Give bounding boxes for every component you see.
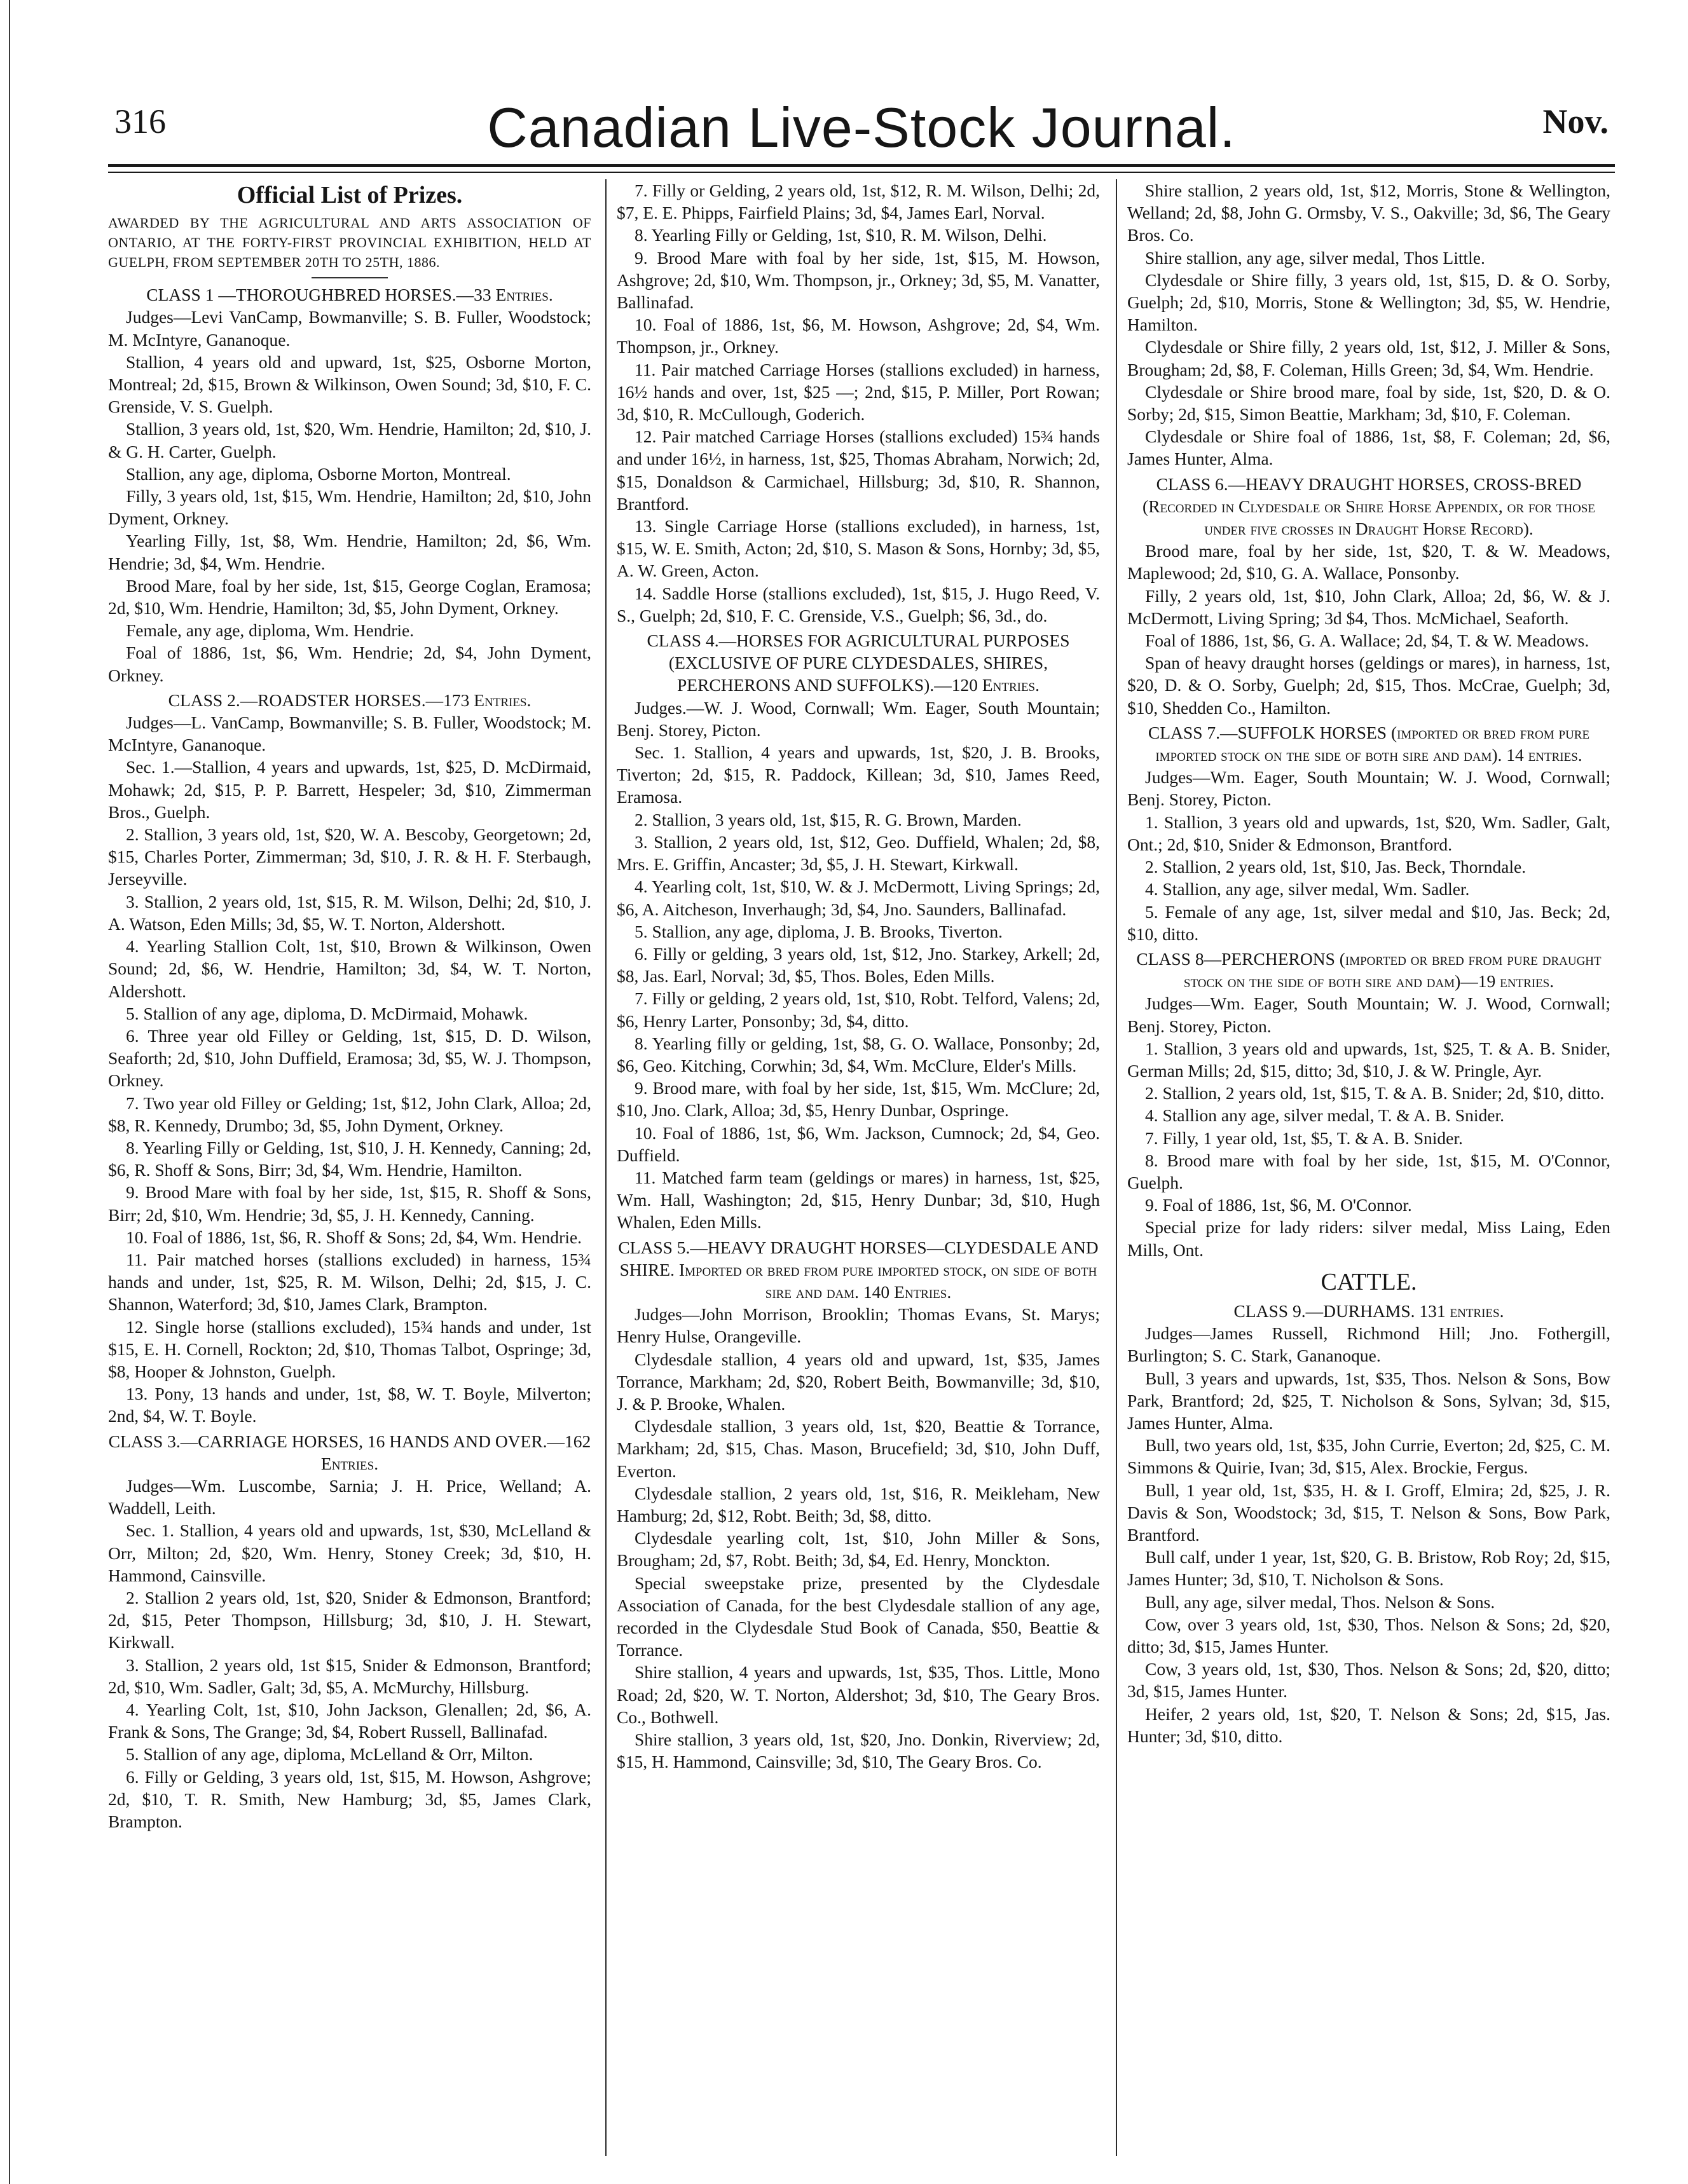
page-header [108, 95, 1615, 165]
section-heading: CATTLE. [1321, 1268, 1417, 1295]
column-divider [1116, 179, 1117, 2156]
prize-entry: Brood Mare, foal by her side, 1st, $15, George Coglan, Eramosa; 2d, $10, Wm. Hendrie, Hamilton; 3d, $5, John Dyment, Orkney. [108, 575, 591, 618]
prize-entry: Sec. 1.—Stallion, 4 years and upwards, 1st, $25, D. McDirmaid, Mohawk; 2d, $15, P. P. Barrett, Hespeler; 3d, $10, Zimmerman Bros., Guelph. [108, 757, 591, 822]
prize-entry: Judges—Wm. Luscombe, Sarnia; J. H. Price, Welland; A. Waddell, Leith. [108, 1475, 591, 1519]
prize-entry: Judges—Wm. Eager, South Mountain; W. J. Wood, Cornwall; Benj. Storey, Picton. [1127, 993, 1610, 1036]
prize-entry: Judges—Wm. Eager, South Mountain; W. J. Wood, Cornwall; Benj. Storey, Picton. [1127, 767, 1610, 810]
column-2-body [617, 179, 1100, 1773]
prize-entry: Clydesdale stallion, 2 years old, 1st, $16, R. Meikleham, New Hamburg; 2d, $12, Robt. Beith; 3d, $8, ditto. [617, 1483, 1100, 1525]
prize-entry: Judges—Levi VanCamp, Bowmanville; S. B. Fuller, Woodstock; M. McIntyre, Gananoque. [108, 307, 591, 350]
prize-entry: 2. Stallion, 2 years old, 1st, $15, T. & A. B. Snider; 2d, $10, ditto. [1145, 1083, 1605, 1103]
prize-entry: 4. Stallion any age, silver medal, T. & A. B. Snider. [1145, 1105, 1504, 1126]
prize-entry: 9. Brood Mare with foal by her side, 1st, $15, M. Howson, Ashgrove; 2d, $10, Wm. Thompson, jr., Orkney; 3d, $5, M. Vanatter, Ballinafad. [617, 247, 1100, 313]
journal-title: Canadian Live-Stock Journal. [487, 96, 1236, 159]
prize-entry: Bull, two years old, 1st, $35, John Currie, Everton; 2d, $25, C. M. Simmons & Quirie, Ivan; 3d, $15, Alex. Brockie, Fergus. [1127, 1435, 1610, 1478]
prize-entry: 5. Stallion of any age, diploma, D. McDirmaid, Mohawk. [126, 1003, 528, 1023]
prize-entry: 6. Filly or gelding, 3 years old, 1st, $12, Jno. Starkey, Arkell; 2d, $8, Jas. Earl, Norval; 3d, $5, Thos. Boles, Eden Mills. [617, 943, 1100, 986]
column-3-body [1127, 179, 1610, 1747]
prize-entry: Clydesdale yearling colt, 1st, $10, John Miller & Sons, Brougham; 2d, $7, Robt. Beith; 3d, $4, Ed. Henry, Monckton. [617, 1528, 1100, 1571]
prize-entry: Clydesdale stallion, 4 years old and upward, 1st, $35, James Torrance, Markham; 2d, $20, Robert Beith, Bowmanville; 3d, $10, J. & P. Brooke, Whalen. [617, 1349, 1100, 1414]
prize-entry: Female, any age, diploma, Wm. Hendrie. [126, 620, 415, 641]
prize-entry: Judges—James Russell, Richmond Hill; Jno. Fothergill, Burlington; S. C. Stark, Gananoque. [1127, 1323, 1610, 1366]
class-heading: CLASS 2.—ROADSTER HORSES.—173 Entries. [168, 690, 532, 710]
prize-entry: 4. Yearling Colt, 1st, $10, John Jackson, Glenallen; 2d, $6, A. Frank & Sons, The Grange; 3d, $4, Robert Russell, Ballinafad. [108, 1700, 591, 1742]
class-heading: CLASS 7.—SUFFOLK HORSES (imported or bred from pure imported stock on the side of both sire and dam). 14 entries. [1148, 722, 1590, 765]
class-heading: CLASS 3.—CARRIAGE HORSES, 16 HANDS AND OVER.—162 Entries. [108, 1431, 591, 1473]
prize-entry: 7. Filly, 1 year old, 1st, $5, T. & A. B. Snider. [1145, 1128, 1463, 1148]
prize-entry: Clydesdale or Shire filly, 3 years old, 1st, $15, D. & O. Sorby, Guelph; 2d, $10, Morris, Stone & Wellington; 3d, $5, W. Hendrie, Hamilton. [1127, 270, 1610, 335]
prize-entry: 3. Stallion, 2 years old, 1st, $12, Geo. Duffield, Whalen; 2d, $8, Mrs. E. Griffin, Ancaster; 3d, $5, J. H. Stewart, Kirkwall. [617, 831, 1100, 875]
class-heading: CLASS 8—PERCHERONS (imported or bred from pure draught stock on the side of both sire and dam)—19 entries. [1136, 948, 1602, 992]
class-heading: CLASS 9.—DURHAMS. 131 entries. [1233, 1300, 1504, 1321]
prize-entry: 11. Matched farm team (geldings or mares) in harness, 1st, $25, Wm. Hall, Washington; 2d, $15, Henry Dunbar; 3d, $10, Hugh Whalen, Eden Mills. [617, 1167, 1100, 1232]
prize-entry: Foal of 1886, 1st, $6, G. A. Wallace; 2d, $4, T. & W. Meadows. [1145, 631, 1589, 651]
prize-entry: Clydesdale stallion, 3 years old, 1st, $20, Beattie & Torrance, Markham; 2d, $15, Chas. Mason, Brucefield; 3d, $10, John Duff, Everton. [617, 1416, 1100, 1481]
column-1 [108, 179, 591, 2162]
prize-entry: 13. Single Carriage Horse (stallions excluded), in harness, 1st, $15, W. E. Smith, Acton; 2d, $10, S. Mason & Sons, Hornby; 3d, $5, A. W. Green, Acton. [617, 516, 1100, 581]
column-divider [605, 179, 607, 2156]
prize-entry: Brood mare, foal by her side, 1st, $20, T. & W. Meadows, Maplewood; 2d, $10, G. A. Wallace, Ponsonby. [1127, 541, 1610, 584]
intro-rule [312, 277, 388, 278]
prize-entry: Span of heavy draught horses (geldings or mares), in harness, 1st, $20, D. & O. Sorby, Guelph; 2d, $15, Thos. McCrae, Guelph; 3d, $10, Shedden Co., Hamilton. [1127, 653, 1610, 718]
prize-entry: Stallion, 3 years old, 1st, $20, Wm. Hendrie, Hamilton; 2d, $10, J. & G. H. Carter, Guelph. [108, 419, 591, 461]
journal-page [108, 95, 1615, 1832]
prize-entry: 8. Yearling Filly or Gelding, 1st, $10, J. H. Kennedy, Canning; 2d, $6, R. Shoff & Sons, Birr; 3d, $4, Wm. Hendrie, Hamilton. [108, 1137, 591, 1180]
prize-entry: 6. Three year old Filley or Gelding, 1st, $15, D. D. Wilson, Seaforth; 2d, $10, John Duffield, Eramosa; 3d, $5, W. J. Thompson, Orkney. [108, 1025, 591, 1091]
class-heading: CLASS 5.—HEAVY DRAUGHT HORSES—CLYDESDALE AND SHIRE. Imported or bred from pure imported stock, on side of both sire and dam. 140 Entries. [618, 1237, 1099, 1302]
prize-entry: Bull, any age, silver medal, Thos. Nelson & Sons. [1145, 1592, 1495, 1612]
prize-entry: Sec. 1. Stallion, 4 years old and upwards, 1st, $30, McLelland & Orr, Milton; 2d, $20, Wm. Henry, Stoney Creek; 3d, $10, H. Hammond, Cainsville. [108, 1520, 591, 1585]
prize-entry: 9. Brood Mare with foal by her side, 1st, $15, R. Shoff & Sons, Birr; 2d, $10, Wm. Hendrie; 3d, $5, J. H. Kennedy, Canning. [108, 1182, 591, 1225]
prize-entry: 10. Foal of 1886, 1st, $6, R. Shoff & Sons; 2d, $4, Wm. Hendrie. [126, 1227, 582, 1247]
prize-entry: 3. Stallion, 2 years old, 1st, $15, R. M. Wilson, Delhi; 2d, $10, J. A. Watson, Eden Mills; 3d, $5, W. T. Norton, Aldershott. [108, 891, 591, 934]
prize-entry: Cow, 3 years old, 1st, $30, Thos. Nelson & Sons; 2d, $20, ditto; 3d, $15, James Hunter. [1127, 1659, 1610, 1702]
column-1-body [108, 283, 591, 1833]
prize-entry: Special sweepstake prize, presented by the Clydesdale Association of Canada, for the best Clydesdale stallion of any age, recorded in the Clydesdale Stud Book of Canada, $50, Beattie & Torrance. [617, 1573, 1100, 1660]
prize-entry: 10. Foal of 1886, 1st, $6, M. Howson, Ashgrove; 2d, $4, Wm. Thompson, jr., Orkney. [617, 315, 1100, 357]
prize-entry: Sec. 1. Stallion, 4 years and upwards, 1st, $20, J. B. Brooks, Tiverton; 2d, $15, R. Paddock, Killean; 3d, $10, James Reed, Eramosa. [617, 742, 1100, 807]
prize-entry: Special prize for lady riders: silver medal, Miss Laing, Eden Mills, Ont. [1127, 1217, 1610, 1260]
column-2 [617, 179, 1100, 2162]
prize-entry: Shire stallion, 3 years old, 1st, $20, Jno. Donkin, Riverview; 2d, $15, H. Hammond, Cainsville; 3d, $10, The Geary Bros. Co. [617, 1730, 1100, 1772]
class-heading: CLASS 1 —THOROUGHBRED HORSES.—33 Entries. [146, 285, 553, 305]
prize-entry: 8. Yearling Filly or Gelding, 1st, $10, R. M. Wilson, Delhi. [635, 225, 1047, 245]
prize-entry: Clydesdale or Shire brood mare, foal by side, 1st, $20, D. & O. Sorby; 2d, $15, Simon Beattie, Markham; 3d, $10, F. Coleman. [1127, 381, 1610, 425]
prize-entry: 8. Brood mare with foal by her side, 1st, $15, M. O'Connor, Guelph. [1127, 1150, 1610, 1192]
issue-month: Nov. [1542, 102, 1609, 140]
prize-entry: 13. Pony, 13 hands and under, 1st, $8, W. T. Boyle, Milverton; 2nd, $4, W. T. Boyle. [108, 1384, 591, 1426]
page-edge-rule [9, 0, 10, 2184]
prize-entry: Cow, over 3 years old, 1st, $30, Thos. Nelson & Sons; 2d, $20, ditto; 3d, $15, James Hunter. [1127, 1614, 1610, 1656]
prize-entry: 12. Single horse (stallions excluded), 15¾ hands and under, 1st $15, E. H. Cornell, Rockton; 2d, $10, Thomas Talbot, Ospringe; 3d, $8, Hooper & Johnston, Guelph. [108, 1316, 591, 1381]
prize-entry: Shire stallion, 2 years old, 1st, $12, Morris, Stone & Wellington, Welland; 2d, $8, John G. Ormsby, V. S., Oakville; 3d, $6, The Geary Bros. Co. [1127, 181, 1610, 245]
page-number: 316 [114, 102, 166, 140]
prize-entry: 1. Stallion, 3 years old and upwards, 1st, $20, Wm. Sadler, Galt, Ont.; 2d, $10, Snider & Edmonson, Brantford. [1127, 812, 1610, 854]
prize-entry: 5. Female of any age, 1st, silver medal and $10, Jas. Beck; 2d, $10, ditto. [1127, 901, 1610, 944]
prize-entry: 2. Stallion, 3 years old, 1st, $15, R. G. Brown, Marden. [635, 809, 1022, 829]
prize-entry: Clydesdale or Shire filly, 2 years old, 1st, $12, J. Miller & Sons, Brougham; 2d, $8, F. Coleman, Hills Green; 3d, $4, Wm. Hendrie. [1127, 337, 1610, 379]
prize-entry: 8. Yearling filly or gelding, 1st, $8, G. O. Wallace, Ponsonby; 2d, $6, Geo. Kitching, Corwhin; 3d, $4, Wm. McClure, Elder's Mills. [617, 1033, 1100, 1075]
prize-entry: 14. Saddle Horse (stallions excluded), 1st, $15, J. Hugo Reed, V. S., Guelph; 2d, $10, F. C. Grenside, V.S., Guelph; $6, 3d., do. [617, 583, 1100, 625]
prize-entry: Heifer, 2 years old, 1st, $20, T. Nelson & Sons; 2d, $15, Jas. Hunter; 3d, $10, ditto. [1127, 1703, 1610, 1746]
prize-entry: Shire stallion, any age, silver medal, Thos Little. [1145, 247, 1485, 268]
article-intro: AWARDED BY THE AGRICULTURAL AND ARTS ASSOCIATION OF ONTARIO, AT THE FORTY-FIRST PROVINCIAL EXHIBITION, HELD AT GUELPH, FROM SEPTEMBER 20TH TO 25TH, 1886. [108, 215, 591, 271]
class-heading: CLASS 4.—HORSES FOR AGRICULTURAL PURPOSES (EXCLUSIVE OF PURE CLYDESDALES, SHIRES, PERCHERONS AND SUFFOLKS).—120 Entries. [647, 631, 1070, 695]
prize-entry: 9. Foal of 1886, 1st, $6, M. O'Connor. [1145, 1195, 1412, 1215]
prize-entry: Stallion, any age, diploma, Osborne Morton, Montreal. [126, 463, 511, 484]
prize-entry: 10. Foal of 1886, 1st, $6, Wm. Jackson, Cumnock; 2d, $4, Geo. Duffield. [617, 1123, 1100, 1165]
prize-entry: 12. Pair matched Carriage Horses (stallions excluded) 15¾ hands and under 16½, in harness, 1st, $25, Thomas Abraham, Norwich; 2d, $15, Donaldson & Carmichael, Hillsburg; 3d, $10, R. Shannon, Brantford. [617, 427, 1100, 514]
prize-entry: 7. Two year old Filley or Gelding; 1st, $12, John Clark, Alloa; 2d, $8, R. Kennedy, Drumbo; 3d, $5, John Dyment, Orkney. [108, 1093, 591, 1135]
prize-entry: 2. Stallion 2 years old, 1st, $20, Snider & Edmonson, Brantford; 2d, $15, Peter Thompson, Hillsburg; 3d, $10, J. H. Stewart, Kirkwall. [108, 1587, 591, 1653]
prize-entry: 11. Pair matched Carriage Horses (stallions excluded) in harness, 16½ hands and over, 1st, $25 —; 2nd, $15, P. Miller, Port Rowan; 3d, $10, R. McCullough, Goderich. [617, 359, 1100, 425]
article-columns [108, 179, 1615, 2162]
prize-entry: Shire stallion, 4 years and upwards, 1st, $35, Thos. Little, Mono Road; 2d, $20, W. T. Norton, Aldershot; 3d, $10, The Geary Bros. Co., Bothwell. [617, 1662, 1100, 1727]
prize-entry: Judges.—W. J. Wood, Cornwall; Wm. Eager, South Mountain; Benj. Storey, Picton. [617, 697, 1100, 740]
prize-entry: Filly, 3 years old, 1st, $15, Wm. Hendrie, Hamilton; 2d, $10, John Dyment, Orkney. [108, 486, 591, 529]
prize-entry: Foal of 1886, 1st, $6, Wm. Hendrie; 2d, $4, John Dyment, Orkney. [108, 643, 591, 685]
prize-entry: 6. Filly or Gelding, 3 years old, 1st, $15, M. Howson, Ashgrove; 2d, $10, T. R. Smith, New Hamburg; 3d, $5, James Clark, Brampton. [108, 1766, 591, 1832]
prize-entry: 5. Stallion of any age, diploma, McLelland & Orr, Milton. [126, 1744, 533, 1764]
prize-entry: Judges—L. VanCamp, Bowmanville; S. B. Fuller, Woodstock; M. McIntyre, Gananoque. [108, 713, 591, 755]
class-heading: CLASS 6.—HEAVY DRAUGHT HORSES, CROSS-BRED (Recorded in Clydesdale or Shire Horse Appendix, or for those under five crosses in Draught Horse Record). [1142, 474, 1595, 539]
prize-entry: Stallion, 4 years old and upward, 1st, $25, Osborne Morton, Montreal; 2d, $15, Brown & Wilkinson, Owen Sound; 3d, $10, F. C. Grenside, V. S. Guelph. [108, 351, 591, 417]
prize-entry: Bull, 3 years and upwards, 1st, $35, Thos. Nelson & Sons, Bow Park, Brantford; 2d, $25, T. Nicholson & Sons, Sylvan; 3d, $15, James Hunter, Alma. [1127, 1368, 1610, 1433]
prize-entry: 2. Stallion, 2 years old, 1st, $10, Jas. Beck, Thorndale. [1145, 857, 1527, 877]
prize-entry: 9. Brood mare, with foal by her side, 1st, $15, Wm. McClure; 2d, $10, Jno. Clark, Alloa; 3d, $5, Henry Dunbar, Ospringe. [617, 1078, 1100, 1121]
prize-entry: 2. Stallion, 3 years old, 1st, $20, W. A. Bescoby, Georgetown; 2d, $15, Charles Porter, Zimmerman; 3d, $10, J. R. & H. F. Sterbaugh, Jerseyville. [108, 824, 591, 889]
prize-entry: Bull, 1 year old, 1st, $35, H. & I. Groff, Elmira; 2d, $25, J. R. Davis & Son, Woodstock; 3d, $15, T. Nelson & Sons, Bow Park, Brantford. [1127, 1480, 1610, 1545]
header-rule-thin [108, 172, 1615, 173]
header-rule-thick [108, 164, 1615, 167]
prize-entry: 5. Stallion, any age, diploma, J. B. Brooks, Tiverton. [635, 921, 1003, 941]
prize-entry: Clydesdale or Shire foal of 1886, 1st, $8, F. Coleman; 2d, $6, James Hunter, Alma. [1127, 427, 1610, 469]
prize-entry: Yearling Filly, 1st, $8, Wm. Hendrie, Hamilton; 2d, $6, Wm. Hendrie; 3d, $4, Wm. Hendrie. [108, 531, 591, 573]
prize-entry: Judges—John Morrison, Brooklin; Thomas Evans, St. Marys; Henry Hulse, Orangeville. [617, 1304, 1100, 1347]
prize-entry: 11. Pair matched horses (stallions excluded) in harness, 15¾ hands and under, 1st, $25, R. M. Wilson, Delhi; 2d, $15, J. C. Shannon, Waterford; 3d, $10, James Clark, Brampton. [108, 1249, 591, 1314]
prize-entry: 7. Filly or gelding, 2 years old, 1st, $10, Robt. Telford, Valens; 2d, $6, Henry Larter, Ponsonby; 3d, $4, ditto. [617, 988, 1100, 1031]
prize-entry: 7. Filly or Gelding, 2 years old, 1st, $12, R. M. Wilson, Delhi; 2d, $7, E. E. Phipps, Fairfield Plains; 3d, $4, James Earl, Norval. [617, 181, 1100, 223]
prize-entry: 1. Stallion, 3 years old and upwards, 1st, $25, T. & A. B. Snider, German Mills; 2d, $15, ditto; 3d, $10, J. & W. Pringle, Ayr. [1127, 1038, 1610, 1081]
prize-entry: 4. Stallion, any age, silver medal, Wm. Sadler. [1145, 879, 1470, 899]
article-title: Official List of Prizes. [237, 182, 463, 208]
prize-entry: 3. Stallion, 2 years old, 1st $15, Snider & Edmonson, Brantford; 2d, $10, Wm. Sadler, Galt; 3d, $5, A. McMurchy, Hillsburg. [108, 1655, 591, 1697]
prize-entry: 4. Yearling Stallion Colt, 1st, $10, Brown & Wilkinson, Owen Sound; 2d, $6, W. Hendrie, Hamilton; 3d, $4, W. T. Norton, Aldershott. [108, 936, 591, 1001]
prize-entry: Bull calf, under 1 year, 1st, $20, G. B. Bristow, Rob Roy; 2d, $15, James Hunter; 3d, $10, T. Nicholson & Sons. [1127, 1547, 1610, 1590]
column-3 [1127, 179, 1610, 2162]
prize-entry: 4. Yearling colt, 1st, $10, W. & J. McDermott, Living Springs; 2d, $6, A. Aitcheson, Inverhaugh; 3d, $4, Jno. Saunders, Ballinafad. [617, 877, 1100, 919]
prize-entry: Filly, 2 years old, 1st, $10, John Clark, Alloa; 2d, $6, W. & J. McDermott, Living Spring; 3d $4, Thos. McMichael, Seaforth. [1127, 585, 1610, 628]
